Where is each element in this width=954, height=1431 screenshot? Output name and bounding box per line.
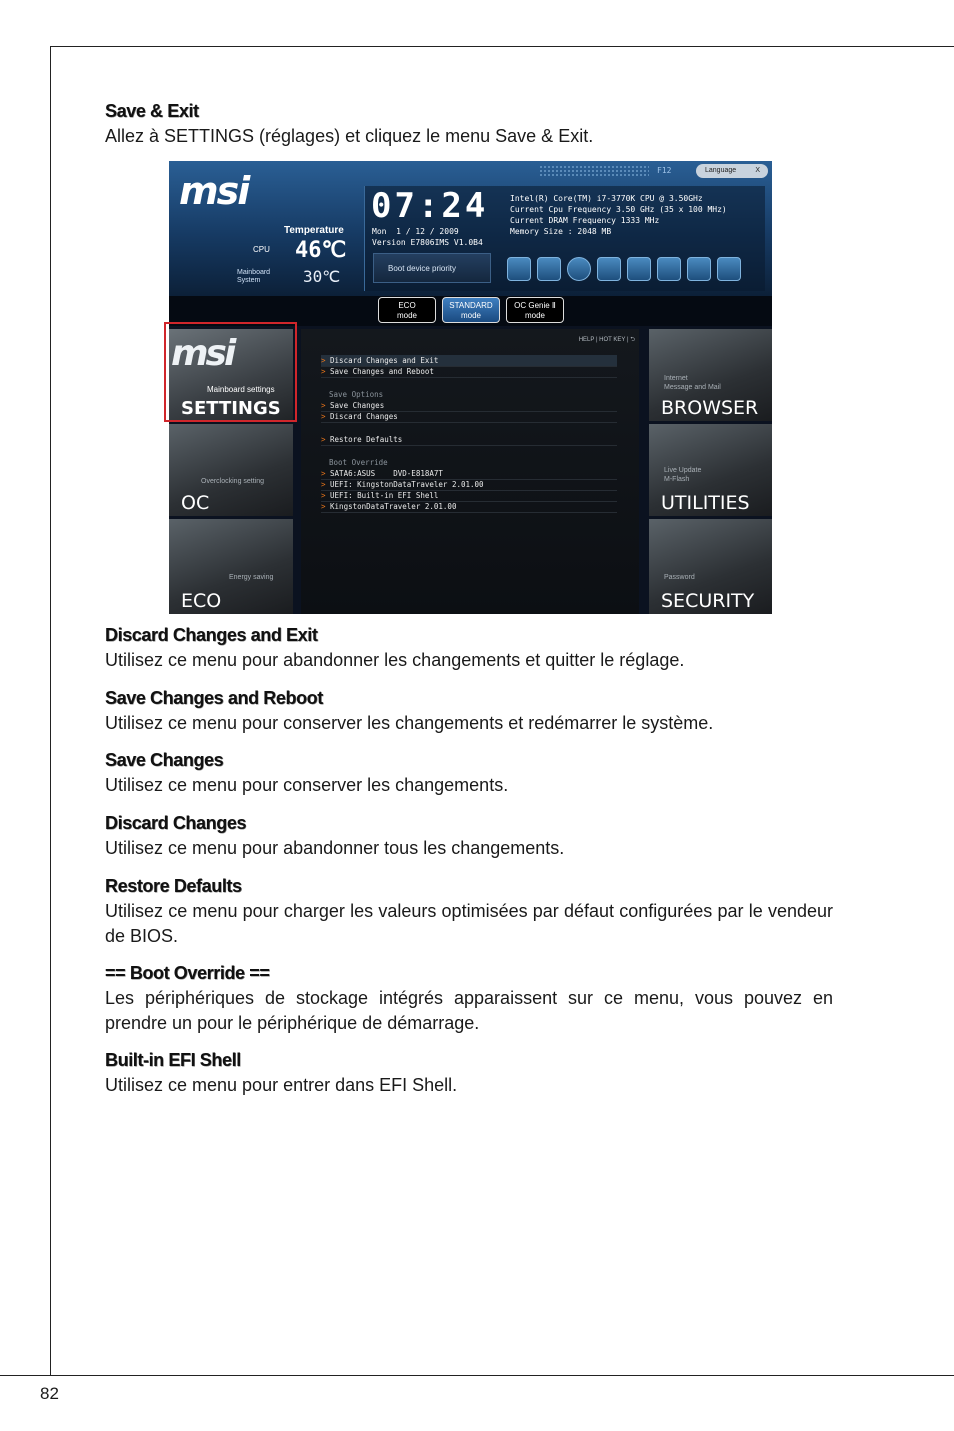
- mode-sub: mode: [524, 311, 545, 320]
- tile-sub-line: Internet: [664, 375, 688, 382]
- menu-item[interactable]: [321, 434, 617, 446]
- tile-subtitle: Password: [664, 574, 695, 581]
- usb-hdd-icon[interactable]: [627, 257, 651, 281]
- cpu-label: CPU: [253, 245, 270, 254]
- eco-mode-button[interactable]: [378, 297, 436, 323]
- usb-device-icon[interactable]: [507, 257, 531, 281]
- save-exit-menu: [301, 329, 639, 614]
- menu-item[interactable]: [321, 501, 617, 513]
- boot-priority-bar[interactable]: Boot device priority: [373, 253, 491, 283]
- tile-name: SETTINGS: [181, 398, 281, 419]
- language-button[interactable]: [696, 164, 768, 178]
- section-text: Les périphériques de stockage intégrés apparaissent sur ce menu, vous pouvez en prendre un pour le périphérique de démarrage.: [105, 988, 833, 1033]
- section-title: == Boot Override ==: [105, 963, 270, 983]
- chevron-right-icon: >: [321, 367, 331, 376]
- optical-disc-icon[interactable]: [567, 257, 591, 281]
- left-rule: [50, 46, 51, 1376]
- section-text: Utilisez ce menu pour entrer dans EFI Shell.: [105, 1075, 458, 1095]
- tile-subtitle: Mainboard settings: [207, 385, 275, 394]
- section-save-changes: [105, 750, 833, 798]
- menu-item-label: Discard Changes and Exit: [330, 356, 439, 365]
- menu-item-label: Restore Defaults: [330, 435, 403, 444]
- info-cpu-freq: Current Cpu Frequency 3.50 GHz (35 x 100 MHz): [510, 205, 727, 214]
- tile-subtitle: Energy saving: [229, 574, 274, 581]
- mode-sub: mode: [396, 311, 417, 320]
- oc-tile[interactable]: [169, 424, 293, 516]
- menu-item-label: Save Changes and Reboot: [330, 367, 434, 376]
- msi-logo: msi: [171, 333, 234, 374]
- mode-label: ECO: [398, 301, 416, 310]
- system-label: Mainboard System: [237, 269, 271, 284]
- utilities-tile[interactable]: [649, 424, 772, 516]
- settings-selection-highlight: [164, 322, 297, 422]
- info-dram-freq: Current DRAM Frequency 1333 MHz: [510, 216, 660, 225]
- intro-section: [105, 101, 833, 149]
- help-hotkey-bar[interactable]: HELP | HOT KEY | ⮌: [578, 337, 635, 343]
- section-title: Save Changes and Reboot: [105, 688, 323, 708]
- menu-header: Boot Override: [329, 458, 388, 467]
- version-line: Version E7806IMS V1.0B4: [372, 238, 483, 247]
- section-discard-changes: [105, 813, 833, 861]
- mode-sub: mode: [460, 311, 481, 320]
- chevron-right-icon: >: [321, 401, 331, 410]
- tile-name: BROWSER: [661, 397, 759, 419]
- clock: 07:24: [371, 186, 489, 226]
- section-boot-override: [105, 963, 833, 1036]
- menu-item[interactable]: [321, 366, 617, 378]
- section-text: Utilisez ce menu pour abandonner tous les changements.: [105, 838, 565, 858]
- info-memory: Memory Size : 2048 MB: [510, 227, 612, 236]
- top-rule: [50, 46, 954, 47]
- info-cpu: Intel(R) Core(TM) i7-3770K CPU @ 3.50GHz: [510, 194, 703, 203]
- tile-subtitle: [664, 374, 721, 392]
- section-discard-exit: [105, 625, 833, 673]
- security-tile[interactable]: [649, 519, 772, 614]
- section-efi-shell: [105, 1050, 833, 1098]
- system-info: [510, 193, 727, 237]
- section-title: Built-in EFI Shell: [105, 1050, 241, 1070]
- chevron-right-icon: >: [321, 491, 331, 500]
- section-text: Utilisez ce menu pour charger les valeurs optimisées par défaut configurées par le vendeur de BIOS.: [105, 901, 833, 946]
- section-title: Discard Changes and Exit: [105, 625, 318, 645]
- section-title: Restore Defaults: [105, 876, 242, 896]
- eco-tile[interactable]: [169, 519, 293, 614]
- oc-genie-mode-button[interactable]: [506, 297, 564, 323]
- usb-hdd-icon[interactable]: [657, 257, 681, 281]
- section-text: Utilisez ce menu pour abandonner les changements et quitter le réglage.: [105, 650, 685, 670]
- floppy-icon[interactable]: [597, 257, 621, 281]
- chevron-right-icon: >: [321, 412, 331, 421]
- mode-label: STANDARD: [449, 301, 493, 310]
- tile-sub-line: M-Flash: [664, 476, 690, 483]
- menu-item-label: UEFI: Built-in EFI Shell: [330, 491, 439, 500]
- tile-sub-line: Live Update: [664, 467, 702, 474]
- system-temperature: 30℃: [303, 267, 341, 286]
- tile-sub-line: Message and Mail: [664, 384, 721, 391]
- section-save-reboot: [105, 688, 833, 736]
- intro-title: Save & Exit: [105, 101, 199, 121]
- page-number: 82: [40, 1384, 59, 1403]
- chevron-right-icon: >: [321, 356, 331, 365]
- section-text: Utilisez ce menu pour conserver les changements.: [105, 775, 509, 795]
- usb-cd-icon[interactable]: [687, 257, 711, 281]
- browser-tile[interactable]: [649, 329, 772, 421]
- temperature-label: Temperature: [284, 225, 344, 236]
- section-title: Discard Changes: [105, 813, 247, 833]
- bios-header: [169, 161, 772, 296]
- tile-subtitle: [664, 466, 701, 484]
- bottom-rule: [0, 1375, 954, 1376]
- f12-screenshot-icon[interactable]: F12: [657, 166, 672, 175]
- chevron-right-icon: >: [321, 469, 331, 478]
- close-icon[interactable]: X: [755, 167, 760, 174]
- menu-item-label: Discard Changes: [330, 412, 398, 421]
- usb-stick-icon[interactable]: [537, 257, 561, 281]
- chevron-right-icon: >: [321, 502, 331, 511]
- date-line: Mon 1 / 12 / 2009: [372, 227, 459, 236]
- menu-header: Save Options: [329, 390, 384, 399]
- network-device-icon[interactable]: [717, 257, 741, 281]
- menu-item-label: SATA6:ASUS DVD-E818A7T: [330, 469, 443, 478]
- section-restore-defaults: [105, 876, 833, 949]
- tile-name: UTILITIES: [661, 492, 750, 514]
- decorative-dots: [539, 165, 649, 177]
- menu-item-label: Save Changes: [330, 401, 385, 410]
- intro-text: Allez à SETTINGS (réglages) et cliquez le menu Save & Exit.: [105, 126, 594, 146]
- chevron-right-icon: >: [321, 480, 331, 489]
- mode-label: OC Genie Ⅱ: [514, 301, 556, 310]
- standard-mode-button[interactable]: [442, 297, 500, 323]
- tile-name: OC: [181, 492, 210, 514]
- msi-logo: msi: [179, 169, 249, 213]
- menu-item-label: UEFI: KingstonDataTraveler 2.01.00: [330, 480, 484, 489]
- boot-device-list: [507, 257, 741, 281]
- section-title: Save Changes: [105, 750, 224, 770]
- tile-name: SECURITY: [661, 590, 755, 612]
- tile-name: ECO: [181, 590, 222, 612]
- chevron-right-icon: >: [321, 435, 331, 444]
- menu-item[interactable]: [321, 411, 617, 423]
- date-version: [372, 226, 483, 248]
- menu-item-label: KingstonDataTraveler 2.01.00: [330, 502, 457, 511]
- section-text: Utilisez ce menu pour conserver les changements et redémarrer le système.: [105, 713, 714, 733]
- language-label: Language: [705, 167, 737, 174]
- tile-subtitle: Overclocking setting: [201, 478, 265, 485]
- cpu-temperature: 46℃: [295, 238, 347, 263]
